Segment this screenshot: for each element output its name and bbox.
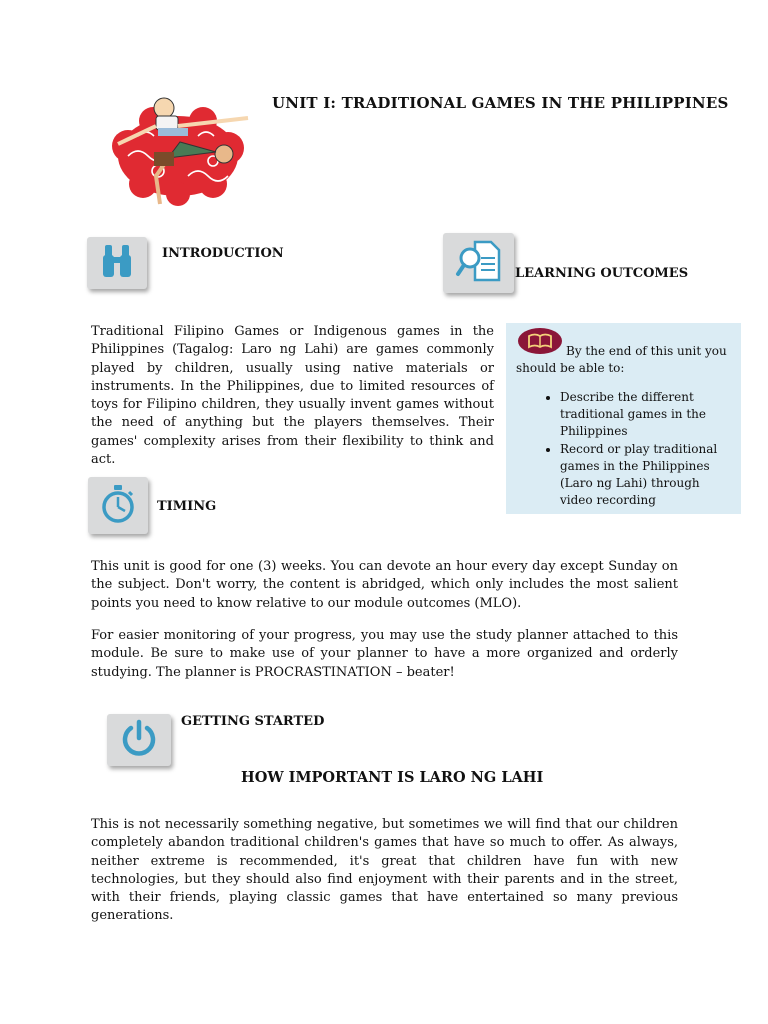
learning-outcomes-lead	[516, 343, 736, 377]
stopwatch-icon	[100, 484, 136, 528]
list-item: • Record or play traditional games in the Philippines (Laro ng Lahi) through video recording	[560, 441, 736, 509]
getting-started-label: GETTING STARTED	[181, 714, 325, 729]
section-heading: HOW IMPORTANT IS LARO NG LAHI	[241, 769, 544, 786]
timing-paragraph-1: This unit is good for one (3) weeks. You can devote an hour every day except Sunday on the subject. Don't worry, the content is abridged, which only includes the most salient points you need to know relative to our module outcomes (MLO).	[91, 559, 678, 611]
children-playing-illustration	[98, 96, 258, 206]
timing-label: TIMING	[157, 499, 217, 514]
binoculars-icon	[100, 243, 134, 283]
timing-icon-box	[88, 477, 148, 534]
learning-outcomes-lead-text: By the end of this unit you should be able to:	[516, 344, 727, 375]
learning-outcomes-list	[516, 389, 736, 510]
learning-outcomes-label: LEARNING OUTCOMES	[515, 266, 689, 281]
introduction-text: Traditional Filipino Games or Indigenous games in the Philippines (Tagalog: Laro ng Lahi) are games commonly played by children, usually using native materials or instruments. In the Philippines, due to limited resources of toys for Filipino children, they usually invent games without the need of anything but the players themselves. Their games' complexity arises from their flexibility to think and act.	[91, 324, 494, 468]
learning-outcomes-box	[506, 323, 741, 514]
getting-started-icon-box	[107, 714, 171, 766]
learning-outcomes-icon-box	[443, 233, 514, 293]
introduction-label: INTRODUCTION	[162, 246, 284, 261]
introduction-icon-box	[87, 237, 147, 289]
list-item: • Describe the different traditional games in the Philippines	[560, 389, 736, 440]
document-search-icon	[455, 238, 503, 288]
power-icon	[119, 718, 159, 762]
timing-paragraph-2: For easier monitoring of your progress, you may use the study planner attached to this module. Be sure to make use of your planner to have a more organized and orderly studying. The planner is PROCRASTINATION – beater!	[91, 628, 678, 680]
getting-started-text: This is not necessarily something negative, but sometimes we will find that our children completely abandon traditional children's games that have so much to offer. As always, neither extreme is recommended, it's great that children have fun with new technologies, but they should also find enjoyment with their parents and in the street, with their friends, playing classic games that have entertained so many previous generations.	[91, 817, 678, 924]
unit-title: UNIT I: TRADITIONAL GAMES IN THE PHILIPPINES	[272, 94, 729, 112]
